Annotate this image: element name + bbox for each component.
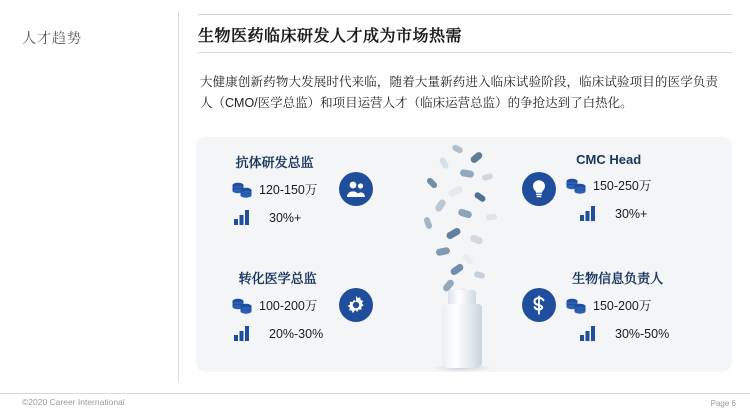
entry-salary-row <box>232 180 317 198</box>
entry-growth-value: 30%+ <box>269 210 302 225</box>
top-rule <box>198 14 732 15</box>
entry-salary-value: 120-150万 <box>259 183 318 197</box>
entry-growth-row <box>232 326 323 341</box>
gear-icon <box>339 288 373 322</box>
lightbulb-icon <box>522 172 556 206</box>
coin-stack-icon <box>566 296 586 314</box>
entry-role-label: 转化医学总监 <box>238 271 317 286</box>
vertical-divider <box>178 12 179 382</box>
title-rule <box>198 52 732 53</box>
coin-stack-icon <box>232 296 252 314</box>
entry-growth-row <box>566 206 651 221</box>
entry-growth-value: 20%-30% <box>269 326 324 341</box>
entry-salary-row <box>566 296 669 314</box>
bar-chart-icon <box>580 206 596 221</box>
capsule-burst-illustration <box>390 140 540 372</box>
entry-growth-row <box>232 210 317 225</box>
entry-salary-value: 150-250万 <box>593 179 652 193</box>
page-number: Page 6 <box>710 399 736 408</box>
entry-salary-value: 150-200万 <box>593 299 652 313</box>
entry-role-label: CMC Head <box>576 152 642 167</box>
entry-salary-value: 100-200万 <box>259 299 318 313</box>
footer-rule <box>0 393 750 394</box>
coin-stack-icon <box>232 180 252 198</box>
entry-growth-value: 30%+ <box>615 206 648 221</box>
entry-bioinformatics-lead <box>566 268 669 341</box>
people-icon <box>339 172 373 206</box>
entry-role-label: 抗体研发总监 <box>235 155 314 170</box>
entry-role-label: 生物信息负责人 <box>572 271 664 286</box>
entry-antibody-rd-director <box>232 152 317 225</box>
page-title: 生物医药临床研发人才成为市场热需 <box>198 28 463 45</box>
section-label: 人才趋势 <box>22 30 82 46</box>
footer-copyright: ©2020 Career International <box>22 397 125 407</box>
coin-stack-icon <box>566 176 586 194</box>
entry-growth-row <box>566 326 669 341</box>
body-paragraph: 大健康创新药物大发展时代来临，随着大量新药进入临床试验阶段，临床试验项目的医学负责人（CMO/医学总监）和项目运营人才（临床运营总监）的争抢达到了白热化。 <box>200 75 718 110</box>
entry-salary-row <box>566 176 651 194</box>
bar-chart-icon <box>234 210 250 225</box>
dollar-icon <box>522 288 556 322</box>
entry-cmc-head <box>566 152 651 221</box>
bar-chart-icon <box>234 326 250 341</box>
entry-translational-medicine-director <box>232 268 323 341</box>
vial <box>442 304 482 368</box>
entry-growth-value: 30%-50% <box>615 326 670 341</box>
entry-salary-row <box>232 296 323 314</box>
bar-chart-icon <box>580 326 596 341</box>
